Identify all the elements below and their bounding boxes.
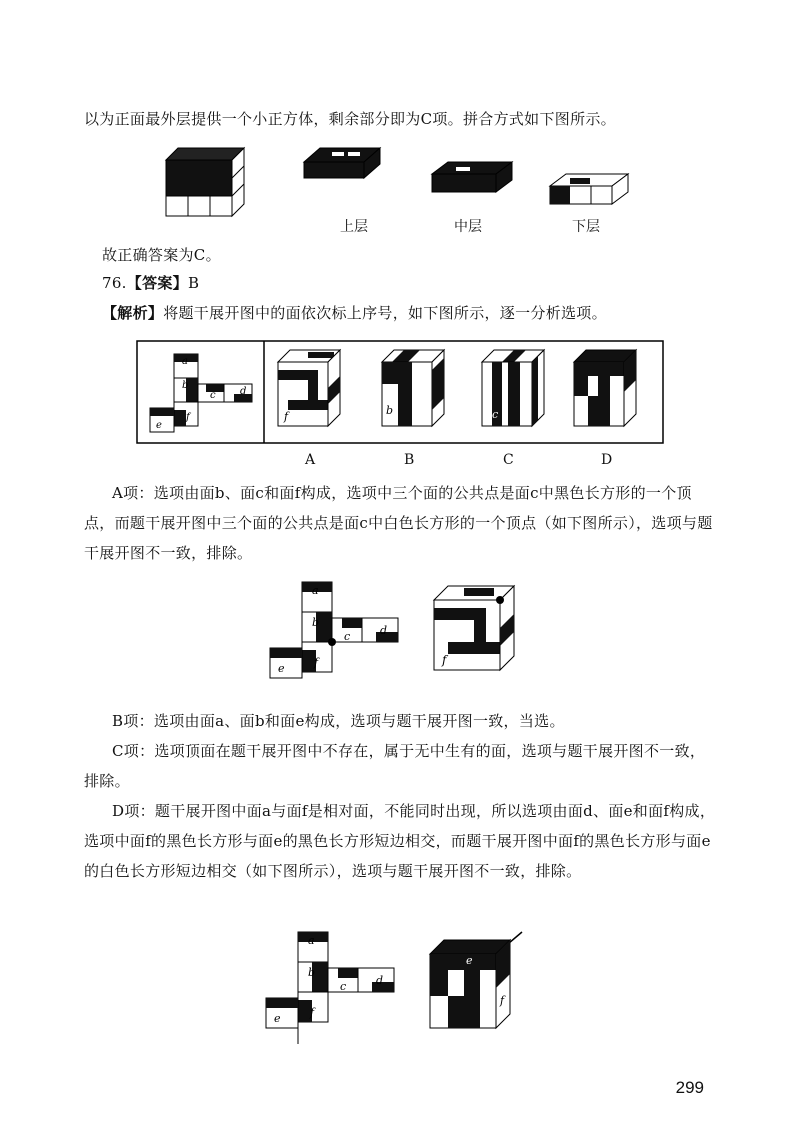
conclusion-text: 故正确答案为C。 xyxy=(102,246,221,264)
face-label-f: f xyxy=(186,412,190,423)
option-c-analysis: C项：选项顶面在题干展开图中不存在，属于无中生有的面，选项与题干展开图不一致，排除。 xyxy=(84,742,706,790)
svg-text:d: d xyxy=(376,974,384,987)
option-a-face-f: f xyxy=(284,410,289,423)
svg-text:f: f xyxy=(500,994,505,1007)
svg-text:a: a xyxy=(308,934,315,947)
option-a-cube xyxy=(278,350,340,426)
analysis-label: 【解析】 xyxy=(102,304,164,322)
svg-text:e: e xyxy=(274,1012,281,1025)
svg-text:f: f xyxy=(314,656,319,669)
svg-text:a: a xyxy=(312,584,319,597)
option-a-analysis: A项：选项由面b、面c和面f构成，选项中三个面的公共点是面c中黑色长方形的一个顶点，而题干展开图中三个面的公共点是面c中白色长方形的一个顶点（如下图所示），选项与题干展开图不一致，排除。 xyxy=(84,484,713,562)
svg-text:b: b xyxy=(312,616,320,629)
option-label-d: D xyxy=(601,452,613,468)
option-label-c: C xyxy=(503,452,514,468)
intro-paragraph: 以为正面最外层提供一个小正方体，剩余部分即为C项。拼合方式如下图所示。 xyxy=(84,110,616,128)
svg-text:f: f xyxy=(442,653,447,667)
svg-text:b: b xyxy=(308,966,316,979)
figure-option-d-comparison xyxy=(260,928,540,1046)
option-d-cube xyxy=(574,350,636,426)
figure-option-a-comparison xyxy=(264,578,524,682)
analysis-line xyxy=(102,298,742,328)
face-label-d: d xyxy=(240,386,247,397)
svg-text:f: f xyxy=(310,1006,315,1019)
answer-label: 【答案】 xyxy=(126,274,188,292)
assembled-cube-figure xyxy=(166,148,244,216)
answer-value: B xyxy=(187,274,200,292)
layer-label-middle: 中层 xyxy=(454,219,482,235)
option-b-cube xyxy=(382,350,444,426)
svg-text:e: e xyxy=(466,954,473,967)
page-number: 299 xyxy=(675,1078,704,1097)
face-label-e: e xyxy=(156,420,162,431)
svg-text:c: c xyxy=(344,630,351,643)
layer-label-lower: 下层 xyxy=(572,219,600,235)
question-figure xyxy=(136,340,664,444)
option-label-a: A xyxy=(305,452,316,468)
layer-label-upper: 上层 xyxy=(340,219,368,235)
option-d-analysis: D项：题干展开图中面a与面f是相对面，不能同时出现，所以选项由面d、面e和面f构成，选项中面f的黑色长方形与面e的黑色长方形短边相交，而题干展开图中面f的黑色长方形与面e的白色长方形短边相交（如下图所示），选项与题干展开图不一致，排除。 xyxy=(84,802,716,880)
svg-text:c: c xyxy=(340,980,347,993)
upper-layer-figure xyxy=(304,148,380,178)
option-c-face-c: c xyxy=(492,408,499,421)
q76-answer-line xyxy=(102,268,738,298)
middle-layer-figure xyxy=(432,162,512,192)
q76-number: 76. xyxy=(102,274,127,292)
option-b-analysis: B项：选项由面a、面b和面e构成，选项与题干展开图一致，当选。 xyxy=(112,712,565,730)
svg-text:e: e xyxy=(278,662,285,675)
option-c-cube xyxy=(482,350,544,426)
analysis-text: 将题干展开图中的面依次标上序号，如下图所示，逐一分析选项。 xyxy=(163,304,607,322)
svg-text:d: d xyxy=(380,624,388,637)
lower-layer-figure xyxy=(550,174,628,204)
face-label-c: c xyxy=(210,390,216,401)
face-label-b: b xyxy=(182,380,189,391)
face-label-a: a xyxy=(182,356,188,367)
option-label-b: B xyxy=(404,452,415,468)
option-b-face-b: b xyxy=(386,404,394,417)
layer-figure xyxy=(160,140,640,220)
